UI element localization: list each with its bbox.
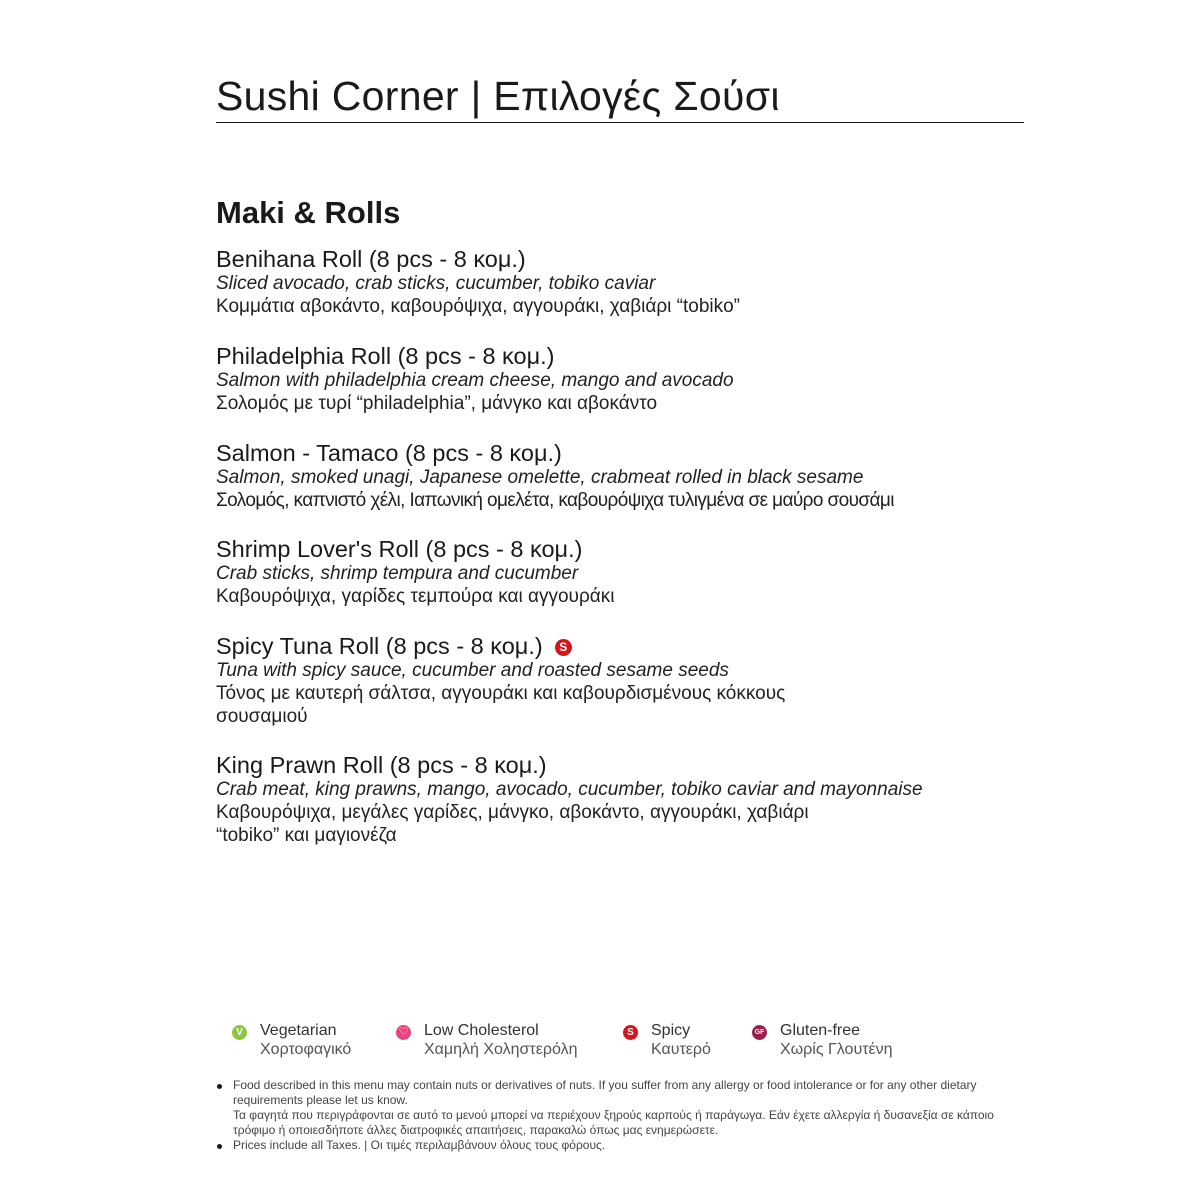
item-description-greek: Σολομός, καπνιστό χέλι, Ιαπωνική ομελέτα, καβουρόψιχα τυλιγμένα σε μαύρο σουσάμι xyxy=(216,490,894,511)
item-description-english: Sliced avocado, crab sticks, cucumber, tobiko caviar xyxy=(216,273,656,294)
taxes-note: Prices include all Taxes. | Οι τιμές περιλαμβάνουν όλους τους φόρους. xyxy=(216,1138,1016,1153)
item-name-row xyxy=(216,632,956,660)
gluten-free-icon: GF xyxy=(752,1025,767,1040)
legend-label-english: Vegetarian xyxy=(260,1022,337,1039)
legend-spicy xyxy=(623,1022,711,1059)
item-description-english: Tuna with spicy sauce, cucumber and roasted sesame seeds xyxy=(216,660,729,681)
legend-vegetarian xyxy=(232,1022,351,1059)
page-title: Sushi Corner | Επιλογές Σούσι xyxy=(216,73,780,119)
item-description-english: Salmon with philadelphia cream cheese, mango and avocado xyxy=(216,370,734,391)
menu-item-philadelphia-roll xyxy=(216,342,956,415)
allergy-note xyxy=(216,1078,1016,1138)
item-name: Shrimp Lover's Roll (8 pcs - 8 κομ.) xyxy=(216,536,583,562)
footnotes xyxy=(216,1078,1016,1153)
legend-label-english: Gluten-free xyxy=(780,1022,861,1039)
item-name: Spicy Tuna Roll (8 pcs - 8 κομ.) xyxy=(216,633,543,659)
spicy-icon: S xyxy=(555,639,572,656)
item-description-greek: Κομμάτια αβοκάντο, καβουρόψιχα, αγγουράκι, χαβιάρι “tobiko” xyxy=(216,296,741,317)
item-description-english: Crab meat, king prawns, mango, avocado, cucumber, tobiko caviar and mayonnaise xyxy=(216,779,923,800)
item-name: Benihana Roll (8 pcs - 8 κομ.) xyxy=(216,246,526,272)
legend-label-greek: Καυτερό xyxy=(651,1041,711,1058)
menu-item-king-prawn-roll xyxy=(216,751,956,847)
allergy-note-greek: Τα φαγητά που περιγράφονται σε αυτό το μενού μπορεί να περιέχουν ξηρούς καρπούς ή παράγωγα. Εάν έχετε αλλεργία ή δυσανεξία σε κάποιο τρόφιμο ή οποιεσδήποτε άλλες διατροφικές απαιτήσεις, παρακαλώ όπως μας ενημερώσετε. xyxy=(233,1108,994,1137)
menu-item-shrimp-lovers-roll xyxy=(216,535,956,608)
item-description-greek: Καβουρόψιχα, γαρίδες τεμπούρα και αγγουράκι xyxy=(216,586,615,607)
menu-item-benihana-roll xyxy=(216,245,956,318)
item-description-greek: Καβουρόψιχα, μεγάλες γαρίδες, μάνγκο, αβοκάντο, αγγουράκι, χαβιάρι “tobiko” και μαγιονέζα xyxy=(216,802,809,846)
legend-label-english: Spicy xyxy=(651,1022,691,1039)
item-description-greek: Σολομός με τυρί “philadelphia”, μάνγκο και αβοκάντο xyxy=(216,393,658,414)
menu-item-salmon-tamaco xyxy=(216,439,956,512)
title-divider xyxy=(216,122,1024,123)
legend-low-cholesterol xyxy=(396,1022,577,1059)
item-name: Salmon - Tamaco (8 pcs - 8 κομ.) xyxy=(216,440,562,466)
item-name: Philadelphia Roll (8 pcs - 8 κομ.) xyxy=(216,343,555,369)
allergy-note-english: Food described in this menu may contain nuts or derivatives of nuts. If you suffer from any allergy or food intolerance or for any other dietary requirements please let us know. xyxy=(233,1078,977,1107)
legend-label-greek: Χορτοφαγικό xyxy=(260,1041,352,1058)
legend-label-greek: Χωρίς Γλουτένη xyxy=(780,1041,893,1058)
item-description-greek: Τόνος με καυτερή σάλτσα, αγγουράκι και καβουρδισμένους κόκκους σουσαμιού xyxy=(216,683,786,727)
item-name: King Prawn Roll (8 pcs - 8 κομ.) xyxy=(216,752,547,778)
low-cholesterol-icon: ♡ xyxy=(396,1025,411,1040)
item-description-english: Crab sticks, shrimp tempura and cucumber xyxy=(216,563,579,584)
legend-label-greek: Χαμηλή Χοληστερόλη xyxy=(424,1041,578,1058)
legend-gluten-free xyxy=(752,1022,893,1059)
vegetarian-icon: V xyxy=(232,1025,247,1040)
spicy-icon: S xyxy=(623,1025,638,1040)
legend-label-english: Low Cholesterol xyxy=(424,1022,539,1039)
section-heading: Maki & Rolls xyxy=(216,195,401,230)
item-description-english: Salmon, smoked unagi, Japanese omelette, crabmeat rolled in black sesame xyxy=(216,467,864,488)
menu-item-spicy-tuna-roll xyxy=(216,632,956,728)
